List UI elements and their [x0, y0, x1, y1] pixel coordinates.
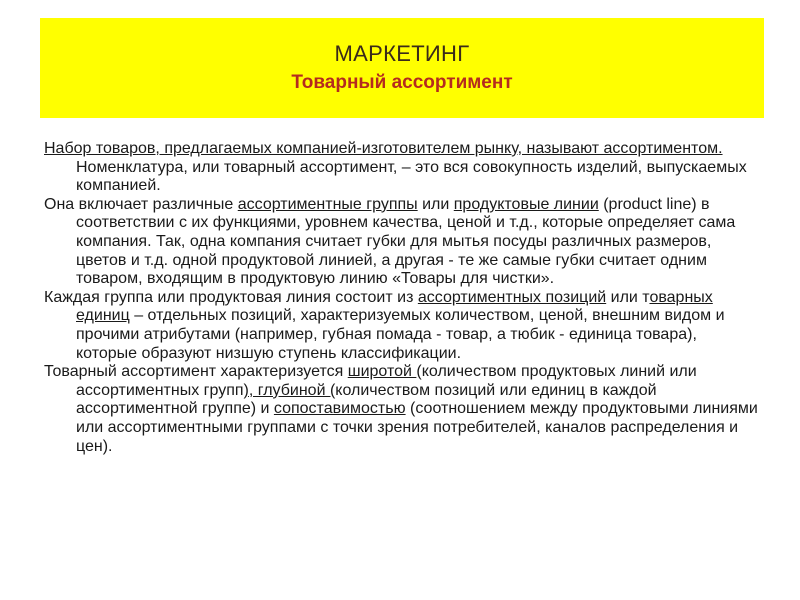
assortment-definition-text: Набор товаров, предлагаемых компанией-изготовителем рынку, называют ассортиментом.: [44, 140, 723, 157]
term-product-lines: продуктовые линии: [453, 195, 599, 213]
term-width: широтой: [347, 363, 417, 381]
slide-title: МАРКЕТИНГ: [334, 41, 470, 66]
term-assortment-groups: ассортиментные группы: [237, 195, 418, 213]
title-banner: [40, 18, 764, 118]
text-fragment: Каждая группа или продуктовая линия состоит из: [44, 288, 418, 306]
text-fragment: – отдельных позиций, характеризуемых количеством, ценой, внешним видом и прочими атрибутами (например, губная помада - товар, а тюбик - единица товара), которые образуют низшую ступень классификации.: [76, 307, 725, 362]
text-fragment: количеством позиций или единиц в каждой ассортиментной группе) и: [76, 381, 657, 418]
text-fragment: (product line) в соответствии с их функциями, уровнем качества, ценой и т.д., которые определяет сама компания. Так, одна компания считает губки для мытья посуды различных размеров, цветов и т.д. одной продуктовой линией, а другая - те же самые губки считает одним товаром, входящим в продуктовую линию «Товары для чистки».: [76, 195, 736, 288]
paragraph-assortment-definition: [44, 140, 760, 196]
term-product-units: оварных единиц: [76, 288, 713, 325]
text-fragment: или: [417, 195, 454, 213]
text-fragment: Она включает различные: [44, 195, 238, 213]
term-comparability: сопоставимостью: [273, 400, 406, 418]
text-fragment: (соотношением между продуктовыми линиями или ассортиментными группами с точки зрения потребителей, каналов распределения и цен).: [76, 400, 758, 455]
slide-subtitle: Товарный ассортимент: [291, 72, 513, 93]
term-assortment-positions: ассортиментных позиций: [417, 288, 607, 306]
nomenclature-text: Номенклатура, или товарный ассортимент, – это вся совокупность изделий, выпускаемых компанией.: [76, 158, 747, 195]
text-fragment: Товарный ассортимент характеризуется: [44, 363, 348, 381]
text-fragment: или т: [606, 288, 650, 306]
paragraph-product-lines: [44, 196, 760, 289]
term-depth: ), глубиной (: [243, 381, 336, 399]
paragraph-assortment-characteristics: [44, 363, 760, 456]
slide-body: [44, 140, 760, 456]
paragraph-assortment-positions: [44, 289, 760, 363]
text-fragment: (количеством продуктовых линий или ассортиментных групп: [76, 363, 697, 399]
